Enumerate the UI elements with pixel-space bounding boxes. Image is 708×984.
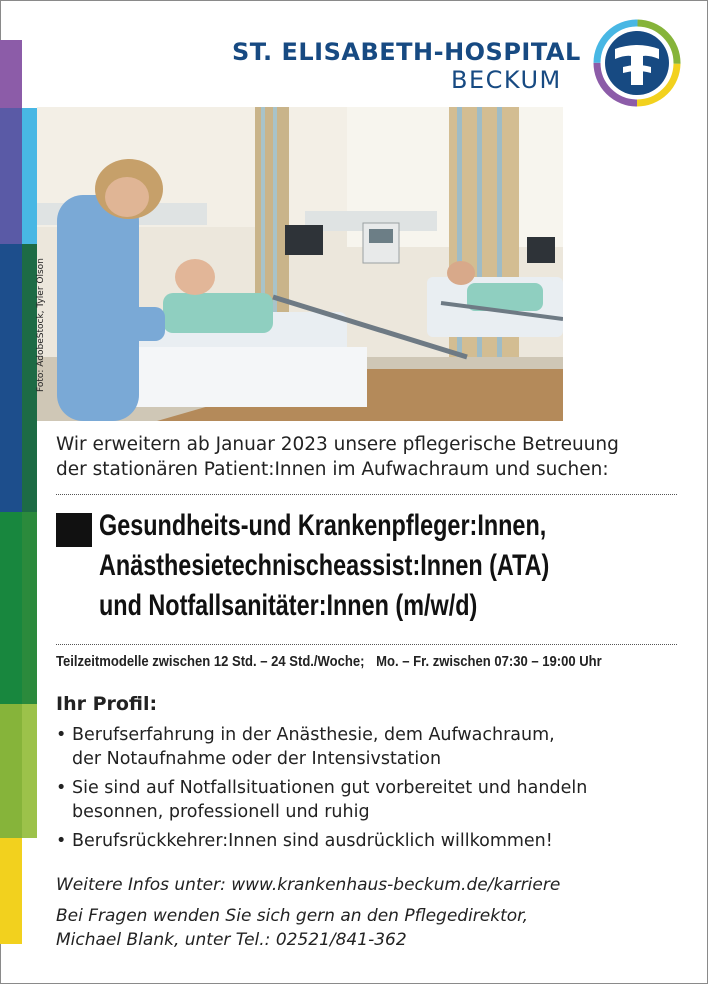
stripe-green-2 xyxy=(22,512,37,704)
stripe-cyan xyxy=(22,108,37,244)
job-headline xyxy=(99,506,549,626)
questions-line-2: Michael Blank, unter Tel.: 02521/841-362 xyxy=(56,930,407,950)
profile-heading: Ihr Profil: xyxy=(56,693,158,715)
hospital-room-photo xyxy=(37,107,563,421)
intro-line-1: Wir erweitern ab Januar 2023 unsere pflegerische Betreuung xyxy=(56,434,619,455)
list-item xyxy=(56,829,696,853)
intro-text xyxy=(56,432,696,482)
intro-line-2: der stationären Patient:Innen im Aufwachraum und suchen: xyxy=(56,459,609,480)
hospital-name: ST. ELISABETH-HOSPITAL xyxy=(232,38,581,66)
stripe-purple xyxy=(0,40,22,108)
headline-line-3: und Notfallsanitäter:Innen (m/w/d) xyxy=(99,589,478,622)
list-item-line: besonnen, professionell und ruhig xyxy=(72,802,370,822)
stripe-violet xyxy=(0,108,22,244)
stripe-lime xyxy=(0,704,22,838)
headline-line-1: Gesundheits-und Krankenpfleger:Innen, xyxy=(99,509,547,542)
headline-marker-icon xyxy=(56,513,92,547)
stripe-navy xyxy=(0,244,22,512)
hospital-logo-icon xyxy=(593,19,681,107)
profile-list xyxy=(56,723,696,858)
divider-top xyxy=(56,494,677,495)
list-item xyxy=(56,723,696,771)
stripe-lime-2 xyxy=(22,704,37,838)
hours-part-1: Teilzeitmodelle zwischen 12 Std. – 24 Std./Woche; xyxy=(56,654,365,670)
list-item xyxy=(56,776,696,824)
more-info-link[interactable]: Weitere Infos unter: www.krankenhaus-beckum.de/karriere xyxy=(56,875,561,895)
list-item-line: • Berufserfahrung in der Anästhesie, dem Aufwachraum, xyxy=(72,725,555,745)
working-hours xyxy=(56,654,613,670)
hospital-location: BECKUM xyxy=(451,66,562,94)
divider-bottom xyxy=(56,644,677,645)
list-item-line: • Sie sind auf Notfallsituationen gut vorbereitet und handeln xyxy=(72,778,588,798)
list-item-line: • Berufsrückkehrer:Innen sind ausdrücklich willkommen! xyxy=(72,831,553,851)
photo-credit: Foto: AdobeStock, Tyler Olson xyxy=(36,258,46,392)
list-item-line: der Notaufnahme oder der Intensivstation xyxy=(72,749,442,769)
stripe-green xyxy=(0,512,22,704)
questions-line-1: Bei Fragen wenden Sie sich gern an den Pflegedirektor, xyxy=(56,906,528,926)
stripe-yellow xyxy=(0,838,22,944)
headline-line-2: Anästhesietechnischeassist:Innen (ATA) xyxy=(99,549,550,582)
hours-part-2: Mo. – Fr. zwischen 07:30 – 19:00 Uhr xyxy=(376,654,602,670)
stripe-darkgreen xyxy=(22,244,37,512)
